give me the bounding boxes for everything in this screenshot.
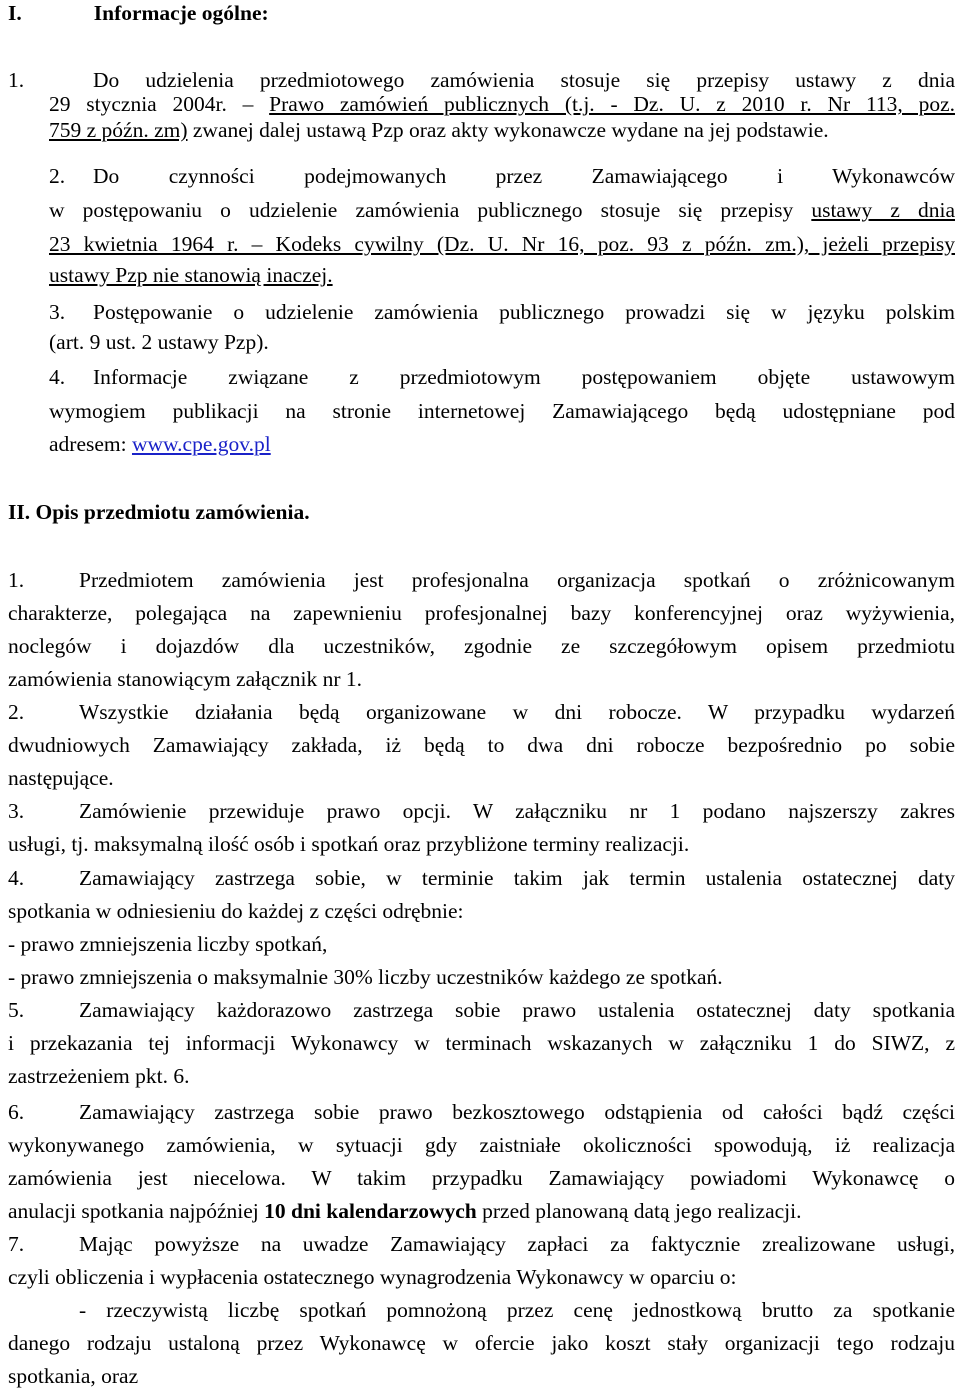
paragraph-line: w postępowaniu o udzielenie zamówienia publicznego stosuje się przepisy	[49, 198, 812, 222]
paragraph-line: - prawo zmniejszenia o maksymalnie 30% liczby uczestników każdego ze spotkań.	[8, 965, 723, 989]
paragraph-line: Zamawiający każdorazowo zastrzega sobie prawo ustalenia ostatecznej daty spotkania	[79, 998, 955, 1022]
item-number: 5.	[8, 998, 25, 1022]
item-number: 7.	[8, 1232, 25, 1256]
website-link[interactable]: www.cpe.gov.pl	[131, 432, 271, 456]
paragraph-line: zamówienia jest niecelowa. W takim przypadku Zamawiający powiadomi Wykonawcę o	[8, 1166, 955, 1190]
paragraph-line: Zamawiający zastrzega sobie, w terminie takim jak termin ustalenia ostatecznej daty	[79, 866, 955, 890]
paragraph-line: Do czynności podejmowanych przez Zamawiającego i Wykonawców	[93, 164, 955, 188]
paragraph-line: i przekazania tej informacji Wykonawcy w terminach wskazanych w załączniku 1 do SIWZ, z	[8, 1031, 955, 1055]
item-number: 3.	[8, 799, 25, 823]
paragraph-line: spotkania, oraz	[8, 1364, 139, 1388]
paragraph-line: - prawo zmniejszenia liczby spotkań,	[8, 932, 328, 956]
paragraph-line: Zamówienie przewiduje prawo opcji. W załączniku nr 1 podano najszerszy zakres	[79, 799, 955, 823]
paragraph-line: dwudniowych Zamawiający zakłada, iż będą to dwa dni robocze bezpośrednio po sobie	[8, 733, 955, 757]
section-title: Informacje ogólne:	[93, 1, 269, 25]
underlined-text: ustawy Pzp nie stanowią inaczej.	[49, 263, 333, 287]
paragraph-line: spotkania w odniesieniu do każdej z części odrębnie:	[8, 899, 464, 923]
paragraph-line: zastrzeżeniem pkt. 6.	[8, 1064, 190, 1088]
paragraph-line: - rzeczywistą liczbę spotkań pomnożoną przez cenę jednostkową brutto za spotkanie	[79, 1298, 955, 1322]
paragraph-line: Przedmiotem zamówienia jest profesjonalna organizacja spotkań o zróżnicowanym	[79, 568, 955, 592]
paragraph-line: następujące.	[8, 766, 114, 790]
underlined-text: Prawo zamówień publicznych (t.j. - Dz. U. z 2010 r. Nr 113, poz.	[269, 92, 955, 116]
paragraph-line: Informacje związane z przedmiotowym postępowaniem objęte ustawowym	[93, 365, 955, 389]
item-number: 1.	[8, 568, 25, 592]
paragraph-line: wymogiem publikacji na stronie internetowej Zamawiającego będą udostępniane pod	[49, 399, 955, 423]
item-number: 6.	[8, 1100, 25, 1124]
paragraph-line: 29 stycznia 2004r. –	[49, 92, 270, 116]
emphasized-deadline: 10 dni kalendarzowych	[264, 1199, 477, 1223]
underlined-text: 759 z późn. zm)	[49, 118, 188, 142]
item-number: 1.	[8, 68, 25, 92]
paragraph-line: wykonywanego zamówienia, w sytuacji gdy zaistniałe okoliczności spowodują, iż realizacja	[8, 1133, 955, 1157]
item-number: 4.	[8, 866, 25, 890]
paragraph-line: noclegów i dojazdów dla uczestników, zgodnie ze szczegółowym opisem przedmiotu	[8, 634, 955, 658]
paragraph-line: usługi, tj. maksymalną ilość osób i spotkań oraz przybliżone terminy realizacji.	[8, 832, 690, 856]
paragraph-line: charakterze, polegająca na zapewnieniu profesjonalnej bazy konferencyjnej oraz wyżywienia,	[8, 601, 955, 625]
paragraph-line: (art. 9 ust. 2 ustawy Pzp).	[49, 330, 269, 354]
item-number: 4.	[49, 365, 66, 389]
item-number: 2.	[49, 164, 66, 188]
underlined-text: ustawy z dnia	[811, 198, 955, 222]
section-number: I.	[8, 1, 22, 25]
paragraph-line: Wszystkie działania będą organizowane w dni robocze. W przypadku wydarzeń	[79, 700, 955, 724]
item-number: 3.	[49, 300, 66, 324]
paragraph-line: zamówienia stanowiącym załącznik nr 1.	[8, 667, 363, 691]
paragraph-line: przed planowaną datą jego realizacji.	[476, 1199, 802, 1223]
section-heading-2	[8, 497, 310, 527]
section-title: II. Opis przedmiotu zamówienia.	[8, 500, 310, 524]
item-number: 2.	[8, 700, 25, 724]
underlined-text: 23 kwietnia 1964 r. – Kodeks cywilny (Dz. U. Nr 16, poz. 93 z późn. zm.), jeżeli przepisy	[49, 232, 955, 256]
paragraph-line: danego rodzaju ustaloną przez Wykonawcę w ofercie jako koszt stały organizacji tego rodzaju	[8, 1331, 955, 1355]
paragraph-line: Do udzielenia przedmiotowego zamówienia stosuje się przepisy ustawy z dnia	[93, 68, 955, 92]
paragraph-line: adresem:	[49, 432, 132, 456]
paragraph-line: anulacji spotkania najpóźniej	[8, 1199, 265, 1223]
paragraph-line: Postępowanie o udzielenie zamówienia publicznego prowadzi się w języku polskim	[93, 300, 955, 324]
section-heading-1	[8, 0, 269, 28]
paragraph-line: Mając powyższe na uwadze Zamawiający zapłaci za faktycznie zrealizowane usługi,	[79, 1232, 955, 1256]
paragraph-line: zwanej dalej ustawą Pzp oraz akty wykonawcze wydane na jej podstawie.	[187, 118, 829, 142]
paragraph-line: czyli obliczenia i wypłacenia ostatecznego wynagrodzenia Wykonawcy w oparciu o:	[8, 1265, 737, 1289]
paragraph-line: Zamawiający zastrzega sobie prawo bezkosztowego odstąpienia od całości bądź części	[79, 1100, 955, 1124]
